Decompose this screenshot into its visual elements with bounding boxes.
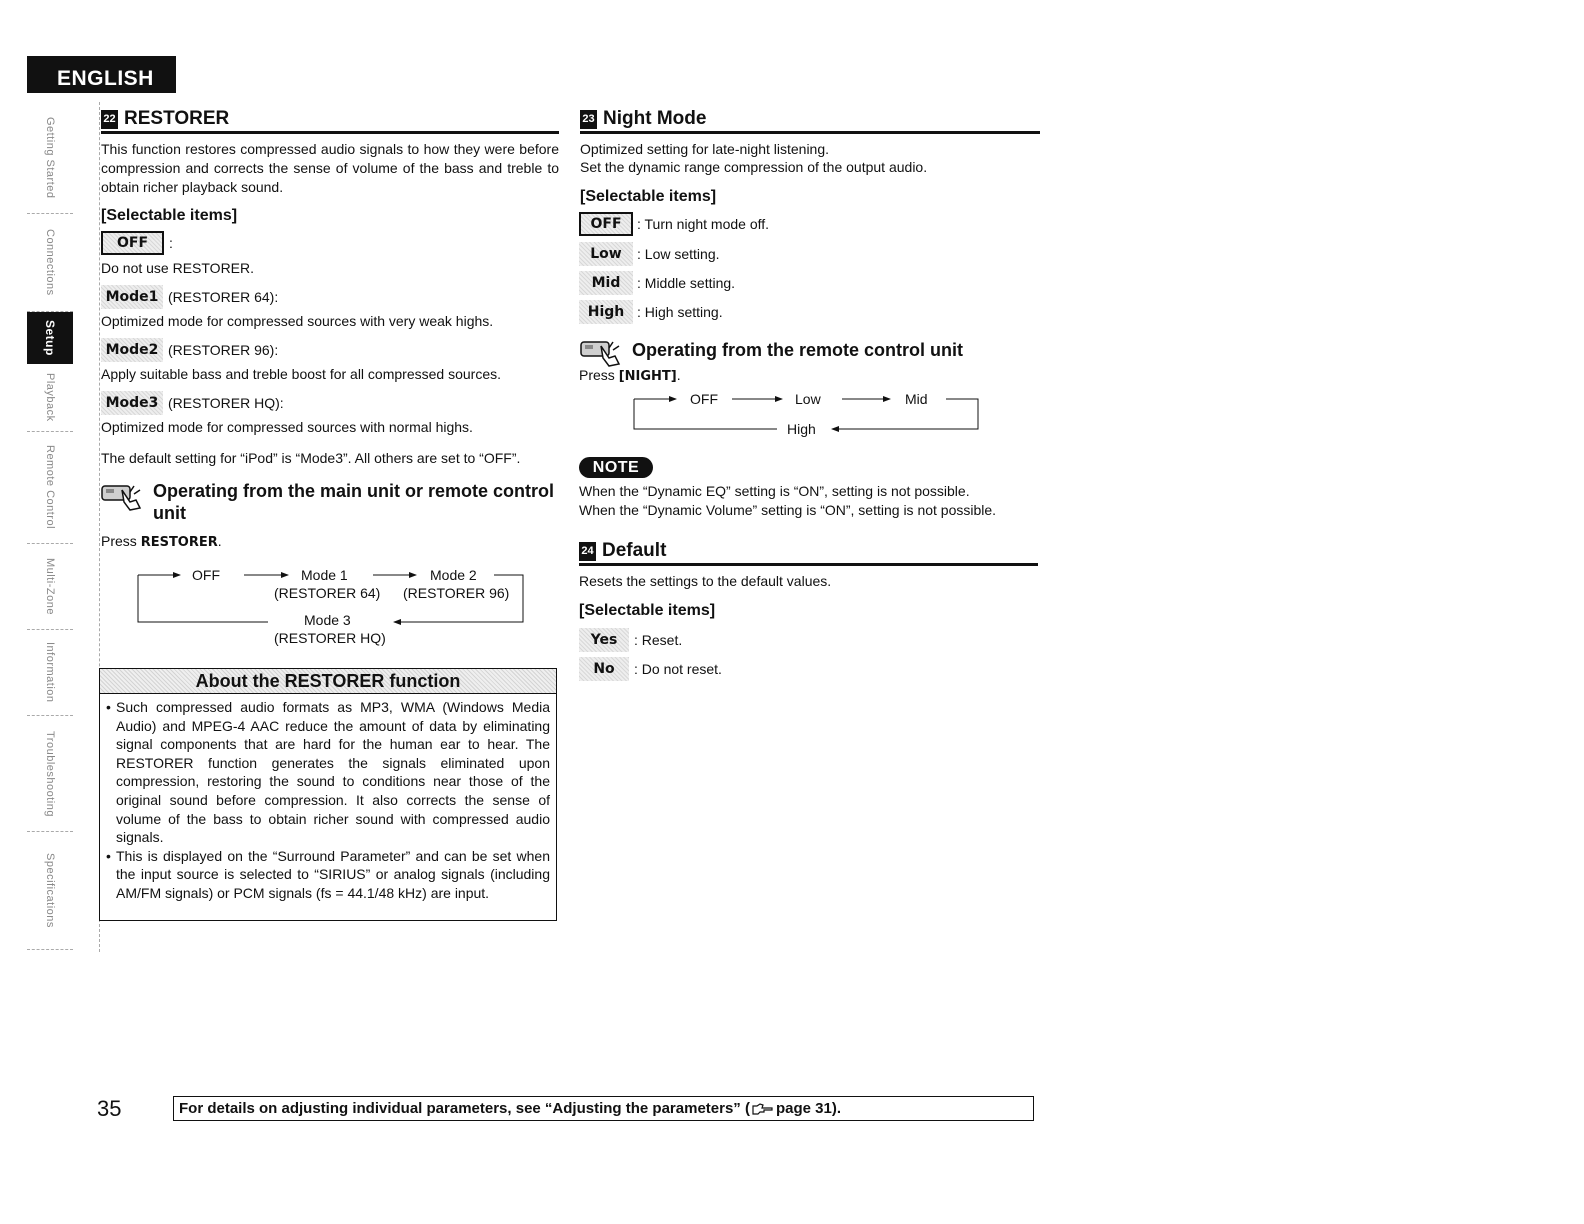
restorer-title: RESTORER <box>124 108 230 129</box>
night-flow-high: High <box>787 421 816 437</box>
night-item-low <box>579 242 720 266</box>
night-flow-low: Low <box>795 391 821 407</box>
about-bullet: • Such compressed audio formats as MP3, WMA (Windows Media Audio) and MPEG-4 AAC reduce the amount of data by eliminating signal components that are hard for the human ear to hear. The RESTORER function generates the signals eliminated upon compression, restoring the sound to conditions near those of the original sound before compression. It also corrects the sense of volume of the bass to obtain richer sound with compressed audio signals. <box>116 698 550 847</box>
restorer-flow-mode1-sub: (RESTORER 64) <box>274 585 381 601</box>
restorer-flow-mode1: Mode 1 <box>301 567 348 583</box>
night-press-line: Press [NIGHT]. <box>579 367 681 384</box>
chip-high: High <box>579 300 633 324</box>
sidebar-item-specifications[interactable]: Specifications <box>27 832 73 950</box>
restorer-operating-title: Operating from the main unit or remote control unit <box>153 481 555 523</box>
chip-off: OFF <box>101 231 164 255</box>
about-restorer-list <box>100 694 556 903</box>
restorer-item-off-detail: : <box>169 235 173 251</box>
remote-hand-icon <box>579 336 623 368</box>
night-mode-title: Night Mode <box>603 108 707 129</box>
night-note-2: When the “Dynamic Volume” setting is “ON”, setting is not possible. <box>579 502 997 518</box>
chip-mode1: Mode1 <box>101 285 163 309</box>
chip-mode3: Mode3 <box>101 391 163 415</box>
sidebar-item-getting-started[interactable]: Getting Started <box>27 102 73 214</box>
night-item-high <box>579 300 723 324</box>
restorer-item-mode3-description: Optimized mode for compressed sources with normal highs. <box>101 419 473 435</box>
night-mode-header <box>580 108 1040 134</box>
night-operating-title: Operating from the remote control unit <box>632 340 964 360</box>
sidebar-item-connections[interactable]: Connections <box>27 214 73 312</box>
default-item-yes <box>579 628 682 652</box>
night-mode-selectable-heading: [Selectable items] <box>580 188 717 205</box>
restorer-press-line: Press RESTORER. <box>101 533 222 550</box>
sidebar-item-playback[interactable]: Playback <box>27 364 73 432</box>
default-description: Resets the settings to the default values. <box>579 573 832 589</box>
restorer-flow-mode2-sub: (RESTORER 96) <box>403 585 510 601</box>
section-number-badge: 24 <box>579 542 596 561</box>
chip-yes: Yes <box>579 628 629 652</box>
default-item-yes-description: : Reset. <box>634 632 683 648</box>
restorer-header <box>101 108 559 134</box>
sidebar-nav <box>27 102 73 952</box>
sidebar-item-remote-control[interactable]: Remote Control <box>27 432 73 544</box>
chip-no: No <box>579 657 629 681</box>
restorer-item-mode1-description: Optimized mode for compressed sources with very weak highs. <box>101 313 494 329</box>
default-header <box>579 540 1038 566</box>
language-tab: ENGLISH <box>27 56 176 93</box>
restorer-item-mode3 <box>101 391 284 415</box>
chip-off: OFF <box>579 212 633 236</box>
night-item-low-description: : Low setting. <box>637 246 720 262</box>
restorer-flow-mode3-sub: (RESTORER HQ) <box>274 630 386 646</box>
about-bullet: • This is displayed on the “Surround Parameter” and can be set when the input source is selected to “SIRIUS” or analog signals (including AM/FM signals) or PCM signals (fs = 44.1/48 kHz) are input. <box>116 847 550 903</box>
night-item-off <box>579 212 769 236</box>
restorer-item-mode1 <box>101 285 278 309</box>
page-number: 35 <box>97 1096 122 1121</box>
sidebar-item-information[interactable]: Information <box>27 630 73 716</box>
sidebar-item-setup[interactable]: Setup <box>27 312 73 364</box>
restorer-description: This function restores compressed audio signals to how they were before compression and corrects the sense of volume of the bass and treble to obtain richer playback sound. <box>101 141 559 195</box>
restorer-item-mode3-detail: (RESTORER HQ): <box>168 395 284 411</box>
section-number-badge: 22 <box>101 110 118 129</box>
sidebar-item-troubleshooting[interactable]: Troubleshooting <box>27 716 73 832</box>
default-selectable-heading: [Selectable items] <box>579 602 716 619</box>
restorer-flow-mode2: Mode 2 <box>430 567 477 583</box>
restorer-operating-header <box>100 480 560 524</box>
section-number-badge: 23 <box>580 110 597 129</box>
restorer-item-mode2 <box>101 338 278 362</box>
night-note-1: When the “Dynamic EQ” setting is “ON”, setting is not possible. <box>579 483 970 499</box>
default-item-no <box>579 657 722 681</box>
about-restorer-box <box>99 668 557 921</box>
night-operating-header <box>579 336 1039 368</box>
night-item-mid <box>579 271 735 295</box>
night-mode-line2: Set the dynamic range compression of the output audio. <box>580 159 928 175</box>
restorer-default-note: The default setting for “iPod” is “Mode3”. All others are set to “OFF”. <box>101 450 521 466</box>
pointing-hand-icon[interactable] <box>752 1102 774 1116</box>
chip-mode2: Mode2 <box>101 338 163 362</box>
footer-text-before: For details on adjusting individual parameters, see “Adjusting the parameters” ( <box>179 1100 750 1117</box>
footer-reference <box>173 1096 1034 1121</box>
night-mode-line1: Optimized setting for late-night listening. <box>580 141 830 157</box>
footer-link-page[interactable]: page 31). <box>775 1100 841 1117</box>
night-flow-mid: Mid <box>905 391 928 407</box>
night-item-off-description: : Turn night mode off. <box>637 216 770 232</box>
remote-hand-icon <box>100 480 144 512</box>
restorer-item-mode2-detail: (RESTORER 96): <box>168 342 279 358</box>
night-item-high-description: : High setting. <box>637 304 723 320</box>
restorer-item-mode1-detail: (RESTORER 64): <box>168 289 279 305</box>
restorer-item-off-description: Do not use RESTORER. <box>101 260 255 276</box>
sidebar-item-multi-zone[interactable]: Multi-Zone <box>27 544 73 630</box>
restorer-flow-diagram <box>136 563 536 663</box>
default-title: Default <box>602 540 667 561</box>
chip-mid: Mid <box>579 271 633 295</box>
chip-low: Low <box>579 242 633 266</box>
restorer-item-mode2-description: Apply suitable bass and treble boost for all compressed sources. <box>101 366 501 382</box>
night-flow-diagram <box>632 389 992 444</box>
restorer-key: RESTORER <box>140 535 218 550</box>
restorer-flow-mode3: Mode 3 <box>304 612 351 628</box>
restorer-item-off <box>101 231 173 255</box>
restorer-flow-off: OFF <box>192 567 220 583</box>
default-item-no-description: : Do not reset. <box>634 661 722 677</box>
restorer-selectable-heading: [Selectable items] <box>101 207 238 224</box>
note-badge: NOTE <box>579 457 653 478</box>
night-flow-off: OFF <box>690 391 718 407</box>
about-restorer-title: About the RESTORER function <box>100 669 556 694</box>
night-key: [NIGHT] <box>618 369 677 384</box>
night-item-mid-description: : Middle setting. <box>637 275 736 291</box>
